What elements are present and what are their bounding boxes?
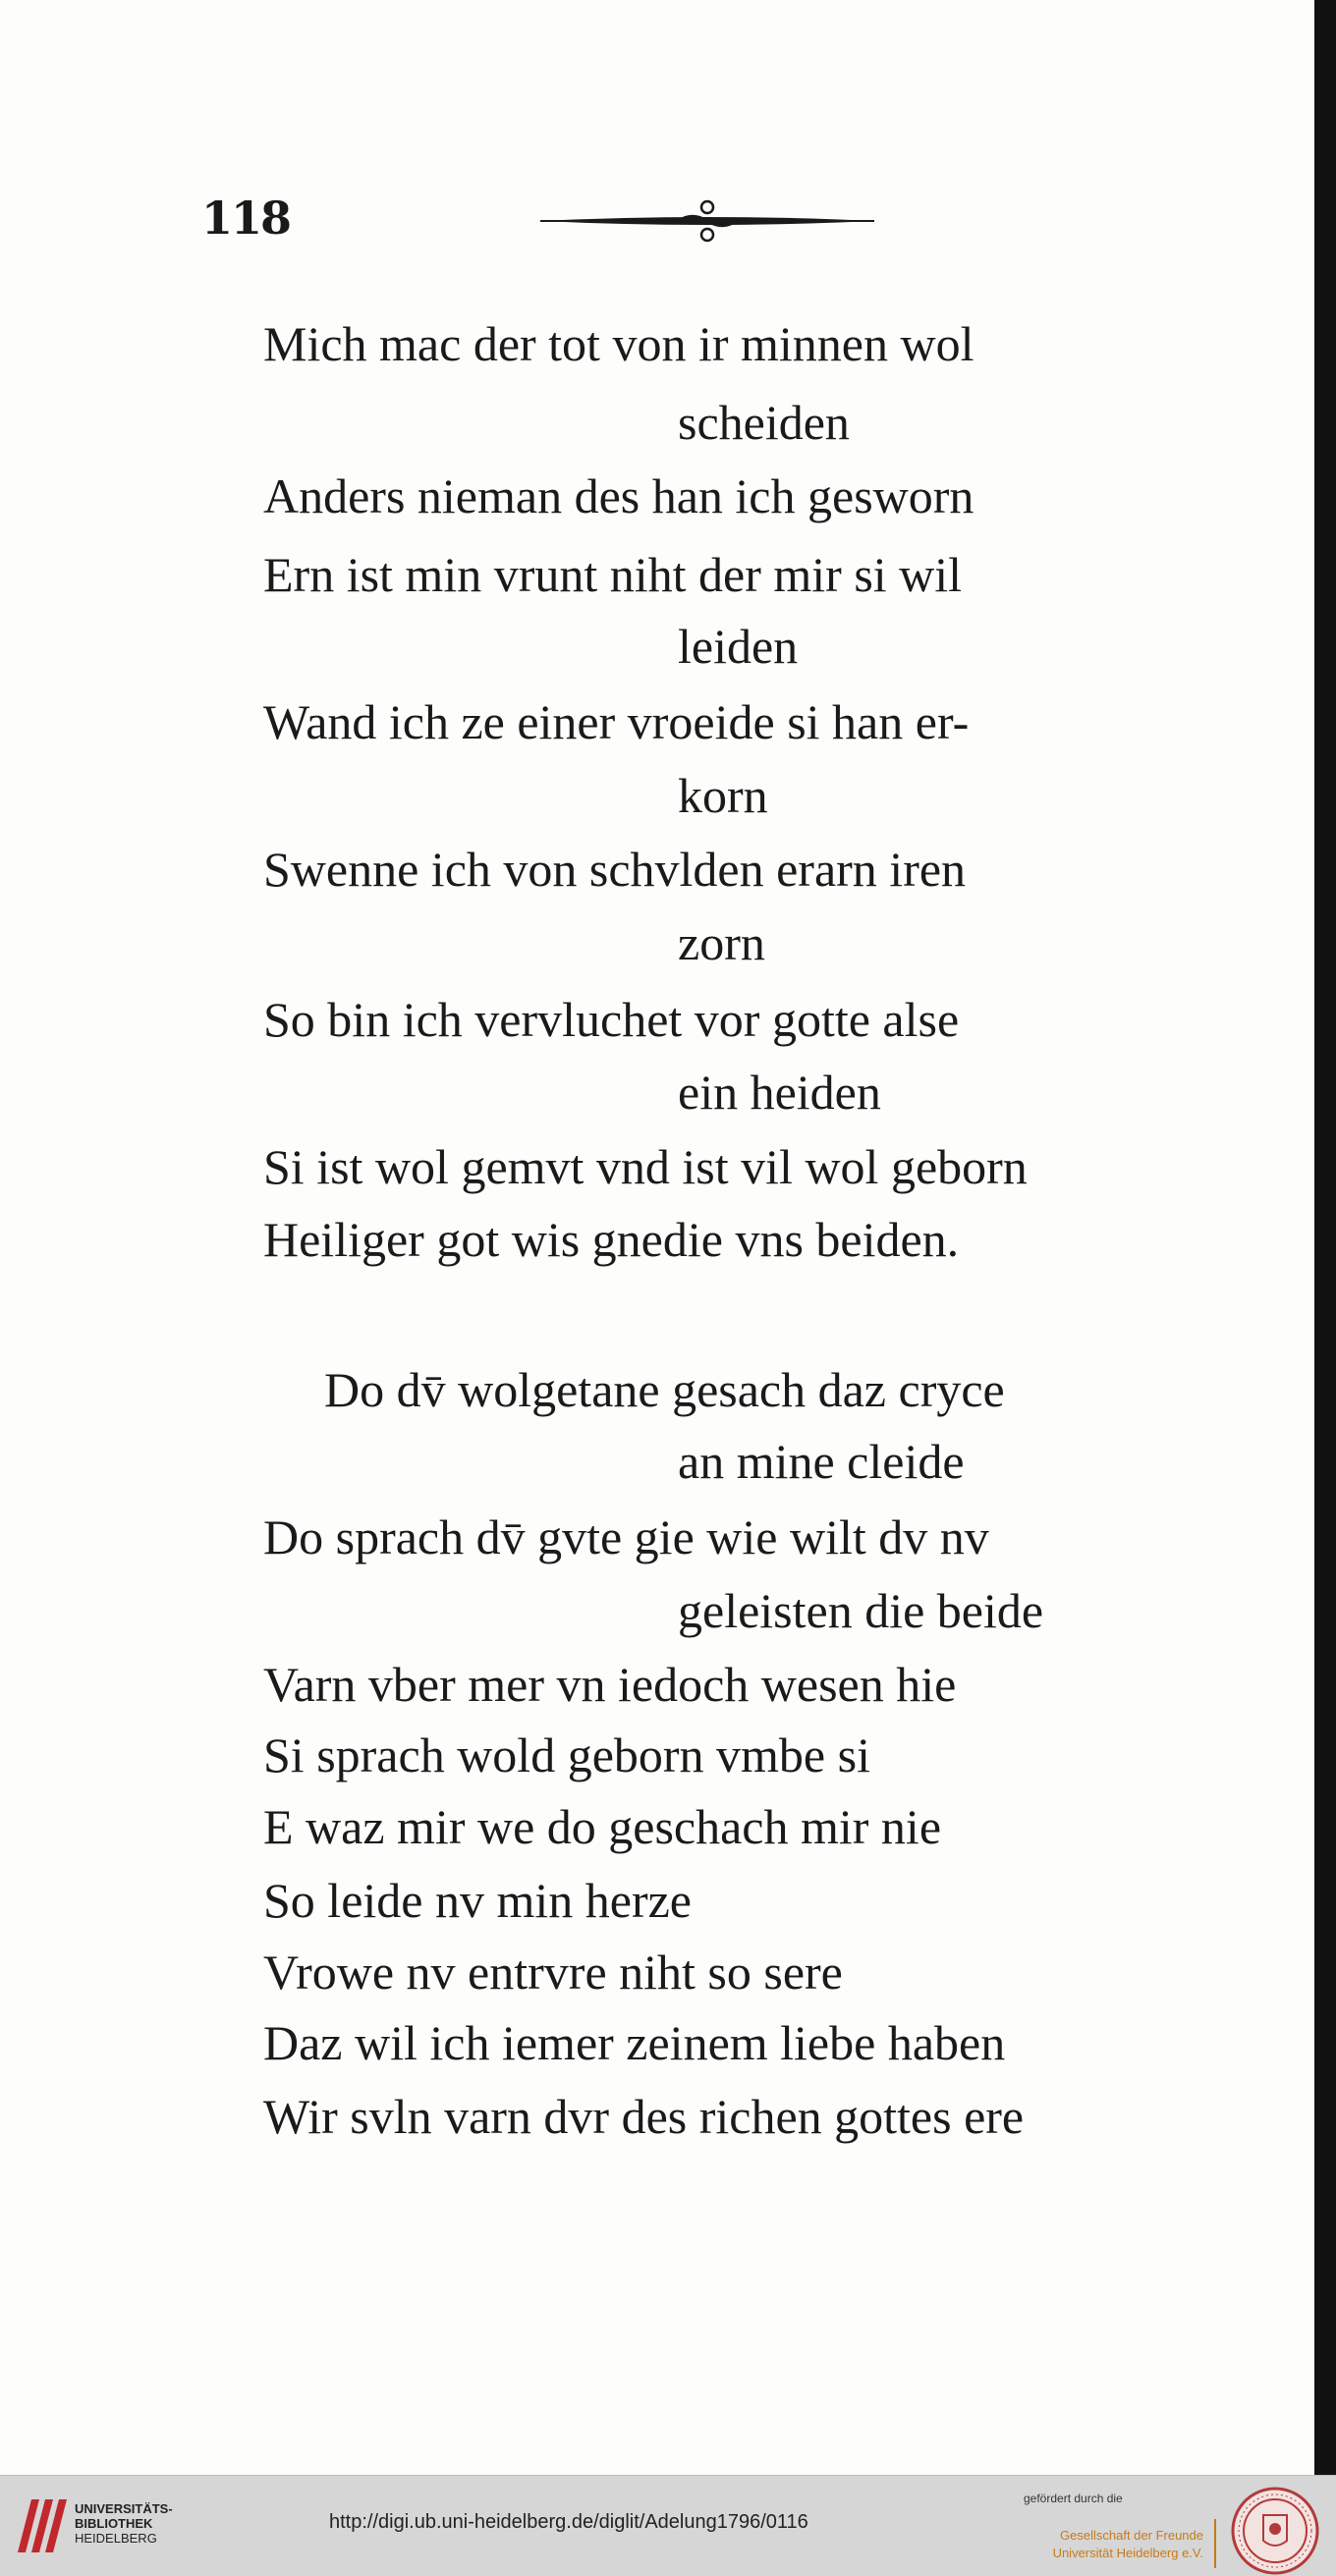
verse-line: Varn vber mer vn iedoch wesen hie xyxy=(263,1657,957,1712)
library-name xyxy=(75,2501,173,2546)
verse-line: Do sprach dv̄ gvte gie wie wilt dv nv xyxy=(263,1509,989,1564)
sponsor-name-line: Universität Heidelberg e.V. xyxy=(1052,2546,1203,2560)
verse-line: Daz wil ich iemer zeinem liebe haben xyxy=(263,2015,1006,2070)
verse-line-continuation: ein heiden xyxy=(678,1065,881,1120)
verse-line-continuation: korn xyxy=(678,768,768,823)
verse-line: So bin ich vervluchet vor gotte alse xyxy=(263,992,960,1047)
ub-heidelberg-logo-icon[interactable] xyxy=(14,2494,69,2558)
library-name-line: UNIVERSITÄTS- xyxy=(75,2501,173,2516)
verse-line: Swenne ich von schvlden erarn iren xyxy=(263,842,967,897)
library-name-line: BIBLIOTHEK xyxy=(75,2516,153,2531)
verse-line: Ern ist min vrunt niht der mir si wil xyxy=(263,547,963,602)
page-number: 118 xyxy=(201,192,291,245)
permalink-url[interactable]: http://digi.ub.uni-heidelberg.de/diglit/Adelung1796/0116 xyxy=(329,2511,808,2533)
verse-line: So leide nv min herze xyxy=(263,1873,692,1928)
verse-line-continuation: leiden xyxy=(678,619,799,674)
library-name-line: HEIDELBERG xyxy=(75,2531,157,2546)
verse-line-continuation: geleisten die beide xyxy=(678,1583,1044,1638)
verse-line: Si ist wol gemvt vnd ist vil wol geborn xyxy=(263,1139,1028,1194)
verse-line: Wand ich ze einer vroeide si han er- xyxy=(263,694,970,749)
university-seal-icon[interactable] xyxy=(1230,2486,1320,2576)
verse-line: E waz mir we do geschach mir nie xyxy=(263,1799,942,1854)
verse-line: Do dv̄ wolgetane gesach daz cryce xyxy=(324,1362,1005,1417)
verse-line: Si sprach wold geborn vmbe si xyxy=(263,1727,870,1782)
footer-bar xyxy=(0,2475,1336,2576)
page-edge-shadow xyxy=(1314,0,1336,2475)
verse-line-continuation: zorn xyxy=(678,915,765,970)
verse-line: Mich mac der tot von ir minnen wol xyxy=(263,316,974,371)
sponsor-name[interactable] xyxy=(1036,2527,1203,2562)
verse-line-continuation: an mine cleide xyxy=(678,1434,965,1489)
sponsor-divider xyxy=(1214,2519,1216,2568)
ornamental-rule-icon xyxy=(540,196,874,246)
sponsor-name-line: Gesellschaft der Freunde xyxy=(1060,2528,1203,2543)
verse-line-continuation: scheiden xyxy=(678,395,850,450)
verse-line: Vrowe nv entrvre niht so sere xyxy=(263,1945,843,2000)
verse-line: Heiliger got wis gnedie vns beiden. xyxy=(263,1212,960,1267)
sponsor-prefix: gefördert durch die xyxy=(1024,2492,1123,2505)
verse-line: Wir svln varn dvr des richen gottes ere xyxy=(263,2089,1025,2144)
verse-line: Anders nieman des han ich gesworn xyxy=(263,468,974,523)
